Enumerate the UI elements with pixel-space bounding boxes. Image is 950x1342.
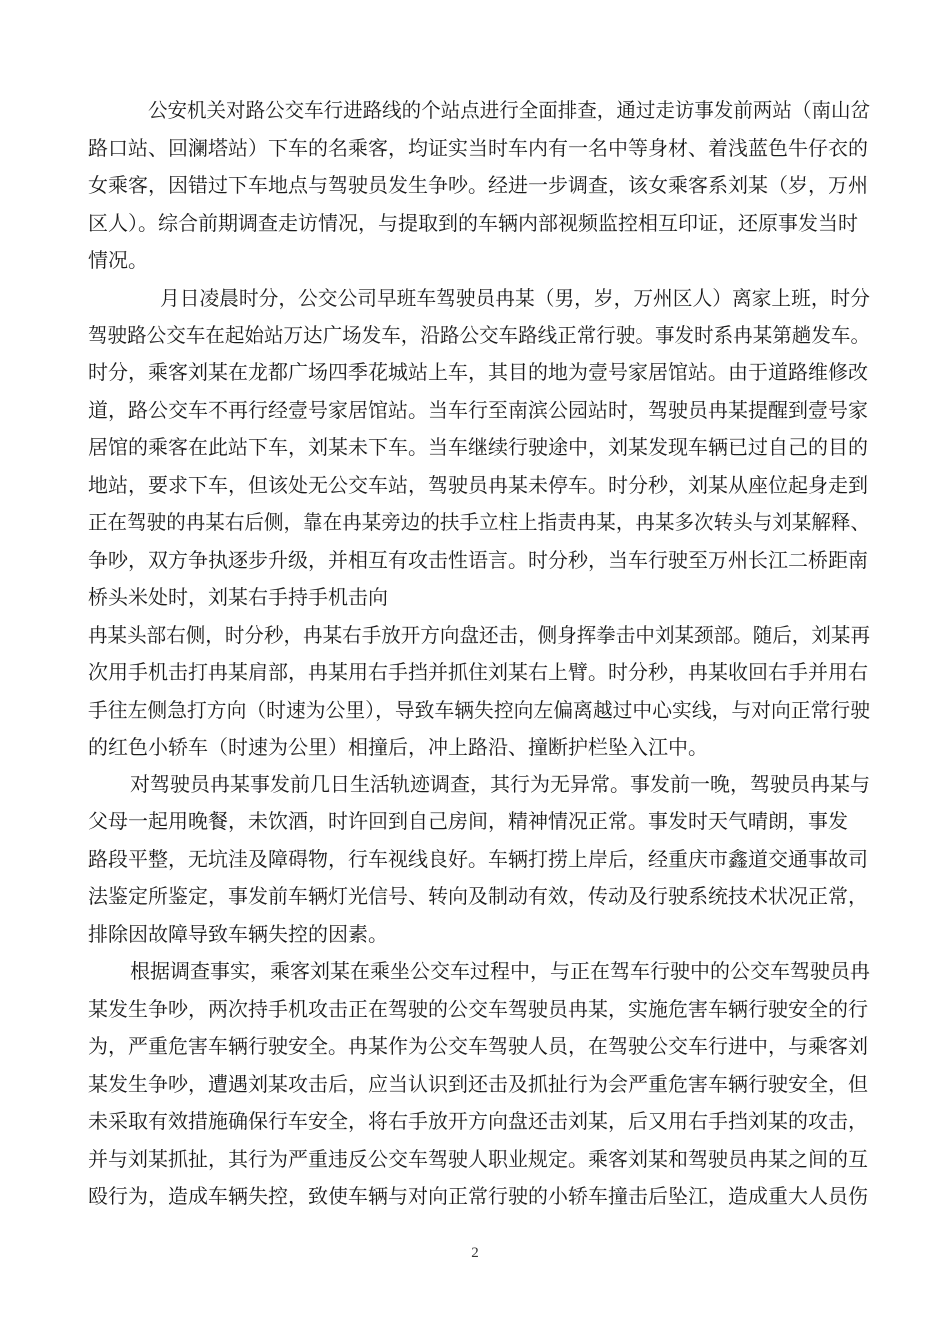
text-line: 未采取有效措施确保行车安全，将右手放开方向盘还击刘某，后又用右手挡刘某的攻击， [88, 1109, 868, 1133]
text-line: 争吵，双方争执逐步升级，并相互有攻击性语言。时分秒，当车行驶至万州长江二桥距南 [88, 548, 868, 572]
text-line: 殴行为，造成车辆失控，致使车辆与对向正常行驶的小轿车撞击后坠江，造成重大人员伤 [88, 1184, 868, 1208]
text-line: 冉某头部右侧，时分秒，冉某右手放开方向盘还击，侧身挥拳击中刘某颈部。随后，刘某再 [88, 623, 870, 647]
text-line: 地站，要求下车，但该处无公交车站，驾驶员冉某未停车。时分秒，刘某从座位起身走到 [88, 473, 868, 497]
text-line: 手往左侧急打方向（时速为公里），导致车辆失控向左偏离越过中心实线，与对向正常行驶 [88, 698, 870, 722]
text-line: 正在驾驶的冉某右后侧，靠在冉某旁边的扶手立柱上指责冉某，冉某多次转头与刘某解释、 [88, 510, 870, 534]
text-line: 路段平整，无坑洼及障碍物，行车视线良好。车辆打捞上岸后，经重庆市鑫道交通事故司 [88, 847, 868, 871]
text-line: 公安机关对路公交车行进路线的个站点进行全面排查，通过走访事发前两站（南山岔 [148, 98, 870, 122]
text-line: 某发生争吵，两次持手机攻击正在驾驶的公交车驾驶员冉某，实施危害车辆行驶安全的行 [88, 997, 868, 1021]
text-line: 道，路公交车不再行经壹号家居馆站。当车行至南滨公园站时，驾驶员冉某提醒到壹号家 [88, 398, 868, 422]
text-line: 为，严重危害车辆行驶安全。冉某作为公交车驾驶人员，在驾驶公交车行进中，与乘客刘 [88, 1034, 868, 1058]
text-line: 月日凌晨时分，公交公司早班车驾驶员冉某（男，岁，万州区人）离家上班，时分 [160, 286, 870, 310]
page-number: 2 [471, 1245, 479, 1261]
text-line: 居馆的乘客在此站下车，刘某未下车。当车继续行驶途中，刘某发现车辆已过自己的目的 [88, 435, 868, 459]
text-line: 情况。 [88, 248, 148, 272]
text-line: 父母一起用晚餐，未饮酒，时许回到自己房间，精神情况正常。事发时天气晴朗，事发 [88, 809, 848, 833]
text-line: 桥头米处时，刘某右手持手机击向 [88, 585, 388, 609]
text-line: 区人）。综合前期调查走访情况，与提取到的车辆内部视频监控相互印证，还原事发当时 [88, 211, 858, 235]
text-line: 排除因故障导致车辆失控的因素。 [88, 922, 388, 946]
text-line: 某发生争吵，遭遇刘某攻击后，应当认识到还击及抓扯行为会严重危害车辆行驶安全，但 [88, 1072, 868, 1096]
text-line: 并与刘某抓扯，其行为严重违反公交车驾驶人职业规定。乘客刘某和驾驶员冉某之间的互 [88, 1147, 868, 1171]
text-line: 对驾驶员冉某事发前几日生活轨迹调查，其行为无异常。事发前一晚，驾驶员冉某与 [130, 772, 870, 796]
text-line: 次用手机击打冉某肩部，冉某用右手挡并抓住刘某右上臂。时分秒，冉某收回右手并用右 [88, 660, 868, 684]
text-line: 驾驶路公交车在起始站万达广场发车，沿路公交车路线正常行驶。事发时系冉某第趟发车。 [88, 323, 870, 347]
text-line: 时分，乘客刘某在龙都广场四季花城站上车，其目的地为壹号家居馆站。由于道路维修改 [88, 360, 868, 384]
text-line: 根据调查事实，乘客刘某在乘坐公交车过程中，与正在驾车行驶中的公交车驾驶员冉 [130, 959, 870, 983]
text-line: 法鉴定所鉴定，事发前车辆灯光信号、转向及制动有效，传动及行驶系统技术状况正常， [88, 884, 868, 908]
text-line: 路口站、回澜塔站）下车的名乘客，均证实当时车内有一名中等身材、着浅蓝色牛仔衣的 [88, 136, 868, 160]
text-line: 女乘客，因错过下车地点与驾驶员发生争吵。经进一步调查，该女乘客系刘某（岁，万州 [88, 173, 868, 197]
text-line: 的红色小轿车（时速为公里）相撞后，冲上路沿、撞断护栏坠入江中。 [88, 735, 708, 759]
